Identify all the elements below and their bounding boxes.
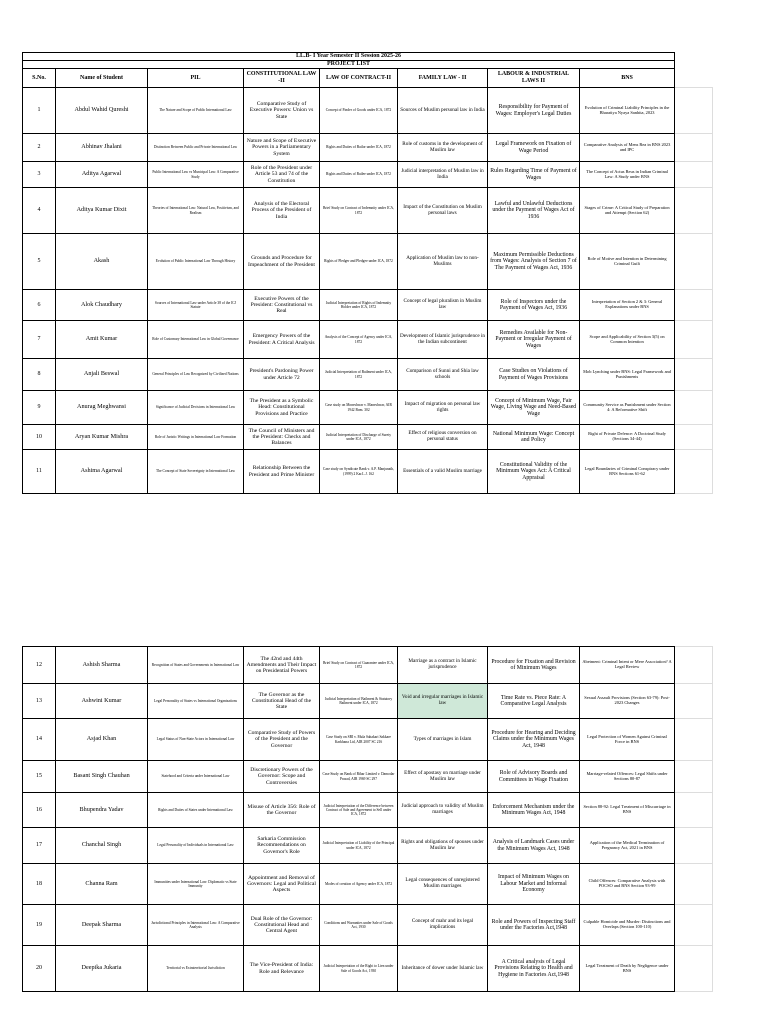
empty-cell (675, 450, 713, 494)
bns-topic: Marriage-related Offences: Legal Shifts under Sections 80-87 (580, 761, 675, 793)
bns-topic: Interpretation of Section 2 & 3: General Explanations under BNS (580, 290, 675, 321)
table-row (23, 359, 713, 391)
col-contract: LAW OF CONTRACT-II (320, 69, 398, 88)
labour-law-topic: Constitutional Validity of the Minimum Wages Act: A Critical Appraisal (488, 450, 580, 494)
table-row (23, 391, 713, 425)
bns-topic: Sexual Assault Provisions (Section 63-79): Post-2023 Changes (580, 684, 675, 719)
row-number: 14 (23, 719, 56, 761)
student-name: Abhinav Jhalani (56, 134, 148, 162)
bns-topic: Abetment: Criminal Intent or Mere Association? A Legal Review (580, 647, 675, 684)
contract-law-topic: Concept of Finder of Goods under ICA, 1872 (320, 88, 398, 134)
empty-cell (675, 188, 713, 234)
table-row (23, 946, 713, 992)
pil-topic: Legal Personality of States vs International Organizations (148, 684, 244, 719)
family-law-topic: Rights and obligations of spouses under Muslim law (398, 828, 488, 864)
row-number: 1 (23, 88, 56, 134)
contract-law-topic: Judicial Interpretation of the Right to Lien under Sale of Goods Act, 1930 (320, 946, 398, 992)
empty-cell (675, 162, 713, 188)
empty-cell (675, 290, 713, 321)
student-name: Ashima Agarwal (56, 450, 148, 494)
col-sno: S.No. (23, 69, 56, 88)
row-number: 20 (23, 946, 56, 992)
family-law-topic: Void and irregular marriages in Islamic law (398, 684, 488, 719)
col-family: FAMILY LAW - II (398, 69, 488, 88)
contract-law-topic: Modes of creation of Agency under ICA, 1872 (320, 864, 398, 905)
labour-law-topic: Analysis of Landmark Cases under the Minimum Wages Act, 1948 (488, 828, 580, 864)
pil-topic: Recognition of States and Governments in International Law (148, 647, 244, 684)
col-labour: LABOUR & INDUSTRIAL LAWS II (488, 69, 580, 88)
pil-topic: Theories of International Law: Natural Law, Positivism, and Realism (148, 188, 244, 234)
empty-cell (675, 905, 713, 946)
constitutional-law-topic: President's Pardoning Power under Article 72 (244, 359, 320, 391)
contract-law-topic: Judicial Interpretation of Rights of Indemnity Holder under ICA, 1872 (320, 290, 398, 321)
student-name: Aditya Agarwal (56, 162, 148, 188)
contract-law-topic: Judicial Interpretation of the Difference between Contract of Sale and Agreement to Sell under ICA, 1872 (320, 793, 398, 828)
contract-law-topic: Judicial Interpretation of Discharge of Surety under ICA, 1872 (320, 425, 398, 450)
constitutional-law-topic: Analysis of the Electoral Process of the President of India (244, 188, 320, 234)
table-row (23, 905, 713, 946)
row-number: 4 (23, 188, 56, 234)
constitutional-law-topic: The President as a Symbolic Head: Constitutional Provisions and Practice (244, 391, 320, 425)
labour-law-topic: Time Rate vs. Piece Rate: A Comparative Legal Analysis (488, 684, 580, 719)
student-name: Channa Ram (56, 864, 148, 905)
contract-law-topic: Judicial Interpretation of Liability of the Principal under ICA, 1872 (320, 828, 398, 864)
student-name: Deepak Sharma (56, 905, 148, 946)
empty-cell (675, 321, 713, 359)
row-number: 9 (23, 391, 56, 425)
col-pil: PIL (148, 69, 244, 88)
pil-topic: The Nature and Scope of Public International Law (148, 88, 244, 134)
student-name: Amit Kumar (56, 321, 148, 359)
family-law-topic: Legal consequences of unregistered Muslim marriages (398, 864, 488, 905)
empty-cell (675, 828, 713, 864)
labour-law-topic: Procedure for Hearing and Deciding Claims under the Minimum Wages Act, 1948 (488, 719, 580, 761)
labour-law-topic: Remedies Available for Non-Payment or Irregular Payment of Wages (488, 321, 580, 359)
labour-law-topic: Role of Inspectors under the Payment of Wages Act, 1936 (488, 290, 580, 321)
student-name: Abdul Wahid Qureshi (56, 88, 148, 134)
empty-cell (675, 234, 713, 290)
empty-cell (675, 647, 713, 684)
family-law-topic: Judicial interpretation of Muslim law in India (398, 162, 488, 188)
col-name: Name of Student (56, 69, 148, 88)
table-row (23, 134, 713, 162)
empty-cell (675, 946, 713, 992)
family-law-topic: Role of customs in the development of Muslim law (398, 134, 488, 162)
empty-cell (675, 359, 713, 391)
row-number: 11 (23, 450, 56, 494)
col-bns: BNS (580, 69, 675, 88)
labour-law-topic: Role and Powers of Inspecting Staff under the Factories Act,1948 (488, 905, 580, 946)
empty-cell (675, 391, 713, 425)
table-row (23, 864, 713, 905)
constitutional-law-topic: Discretionary Powers of the Governor: Scope and Controversies (244, 761, 320, 793)
contract-law-topic: Analysis of the Concept of Agency under ICA, 1872 (320, 321, 398, 359)
student-name: Aryan Kumar Mishra (56, 425, 148, 450)
labour-law-topic: Legal Framework on Fixation of Wage Period (488, 134, 580, 162)
bns-topic: Community Service as Punishment under Section 4: A Reformative Shift (580, 391, 675, 425)
family-law-topic: Impact of migration on personal law rights (398, 391, 488, 425)
row-number: 7 (23, 321, 56, 359)
labour-law-topic: National Minimum Wage: Concept and Policy (488, 425, 580, 450)
constitutional-law-topic: Comparative Study of Powers of the President and the Governor (244, 719, 320, 761)
table-row (23, 321, 713, 359)
bns-topic: The Concept of Actus Reus in Indian Criminal Law: A Study under BNS (580, 162, 675, 188)
constitutional-law-topic: Grounds and Procedure for Impeachment of the President (244, 234, 320, 290)
pil-topic: Rights and Duties of States under International Law (148, 793, 244, 828)
pil-topic: Immunities under International Law: Diplomatic vs State Immunity (148, 864, 244, 905)
family-law-topic: Development of Islamic jurisprudence in the Indian subcontinent (398, 321, 488, 359)
table-row (23, 828, 713, 864)
labour-law-topic: Rules Regarding Time of Payment of Wages (488, 162, 580, 188)
table-row (23, 425, 713, 450)
student-name: Ashish Sharma (56, 647, 148, 684)
contract-law-topic: Rights and Duties of Bailor under ICA, 1872 (320, 134, 398, 162)
constitutional-law-topic: Sarkaria Commission Recommendations on Governor's Role (244, 828, 320, 864)
constitutional-law-topic: Dual Role of the Governor: Constitutional Head and Central Agent (244, 905, 320, 946)
table-row (23, 761, 713, 793)
row-number: 10 (23, 425, 56, 450)
pil-topic: Territorial vs Extraterritorial Jurisdiction (148, 946, 244, 992)
pil-topic: Statehood and Criteria under International Law (148, 761, 244, 793)
row-number: 12 (23, 647, 56, 684)
labour-law-topic: Role of Advisory Boards and Committees in Wage Fixation (488, 761, 580, 793)
student-name: Anurag Meghwansi (56, 391, 148, 425)
pil-topic: Sources of International Law under Article 38 of the ICJ Statute (148, 290, 244, 321)
table-row (23, 162, 713, 188)
constitutional-law-topic: Relationship Between the President and Prime Minister (244, 450, 320, 494)
family-law-topic: Effect of apostasy on marriage under Muslim law (398, 761, 488, 793)
family-law-topic: Types of marriages in Islam (398, 719, 488, 761)
empty-cell (675, 864, 713, 905)
contract-law-topic: Case Study on SBI v. Mula Sahakari Sakkare Karkhana Ltd, AIR 2007 SC 216 (320, 719, 398, 761)
pil-topic: Public International Law vs Municipal Law: A Comparative Study (148, 162, 244, 188)
constitutional-law-topic: The Vice-President of India: Role and Relevance (244, 946, 320, 992)
empty-cell (675, 134, 713, 162)
student-name: Basant Singh Chauhan (56, 761, 148, 793)
family-law-topic: Inheritance of dower under Islamic law (398, 946, 488, 992)
bns-topic: Legal Boundaries of Criminal Conspiracy under BNS Sections 61-62 (580, 450, 675, 494)
bns-topic: Comparative Analysis of Mens Rea in BNS 2023 and IPC (580, 134, 675, 162)
constitutional-law-topic: Executive Powers of the President: Constitutional vs Real (244, 290, 320, 321)
family-law-topic: Concept of legal pluralism in Muslim law (398, 290, 488, 321)
contract-law-topic: Case study on Syndicate Bank v. A.P. Manjunath, (1999) 2 Kar.L.J. 162 (320, 450, 398, 494)
labour-law-topic: Maximum Permissible Deductions from Wages: Analysis of Section 7 of The Payment of Wages Act, 1936 (488, 234, 580, 290)
empty-cell (675, 793, 713, 828)
family-law-topic: Application of Muslim law to non-Muslims (398, 234, 488, 290)
column-header-row (23, 69, 713, 88)
table-row (23, 719, 713, 761)
bns-topic: Mob Lynching under BNS: Legal Framework and Punishments (580, 359, 675, 391)
project-list-table-2 (22, 646, 713, 992)
family-law-topic: Impact of the Constitution on Muslim personal laws (398, 188, 488, 234)
contract-law-topic: Judicial Interpretation of Bailment & Statutory Bailment under ICA, 1872 (320, 684, 398, 719)
contract-law-topic: Brief Study on Contract of Guarantee under ICA, 1872 (320, 647, 398, 684)
labour-law-topic: Concept of Minimum Wage, Fair Wage, Living Wage and Need-Based Wage (488, 391, 580, 425)
student-name: Akash (56, 234, 148, 290)
labour-law-topic: Lawful and Unlawful Deductions under the Payment of Wages Act of 1936 (488, 188, 580, 234)
contract-law-topic: Brief Study on Contract of Indemnity under ICA, 1872 (320, 188, 398, 234)
student-name: Alok Chaudhary (56, 290, 148, 321)
constitutional-law-topic: The Governor as the Constitutional Head of the State (244, 684, 320, 719)
project-list-table-1 (22, 52, 713, 494)
row-number: 8 (23, 359, 56, 391)
row-number: 13 (23, 684, 56, 719)
labour-law-topic: Procedure for Fixation and Revision of Minimum Wages (488, 647, 580, 684)
pil-topic: Role of Juristic Writings in International Law Formation (148, 425, 244, 450)
contract-law-topic: Judicial Interpretation of Bailment under ICA, 1872 (320, 359, 398, 391)
student-name: Aditya Kumar Dixit (56, 188, 148, 234)
empty-cell (675, 425, 713, 450)
table-row (23, 793, 713, 828)
constitutional-law-topic: The 42nd and 44th Amendments and Their Impact on Presidential Powers (244, 647, 320, 684)
student-name: Asjad Khan (56, 719, 148, 761)
row-number: 16 (23, 793, 56, 828)
bns-topic: Culpable Homicide and Murder: Distinctions and Overlaps (Section 100-110) (580, 905, 675, 946)
bns-topic: Right of Private Defence: A Doctrinal Study (Sections 34-44) (580, 425, 675, 450)
empty-cell (675, 761, 713, 793)
table-row (23, 647, 713, 684)
labour-law-topic: Case Studies on Violations of Payment of Wages Provisions (488, 359, 580, 391)
contract-law-topic: Rights of Pledger and Pledgee under ICA, 1872 (320, 234, 398, 290)
student-name: Deepika Jukaria (56, 946, 148, 992)
bns-topic: Role of Motive and Intention in Determining Criminal Guilt (580, 234, 675, 290)
labour-law-topic: A Critical analysis of Legal Provisions Relating to Health and Hygiene in Factories Act,1948 (488, 946, 580, 992)
session-title: LL.B- I Year Semester II Session 2025-26 (23, 53, 675, 61)
table-row (23, 88, 713, 134)
table-row (23, 450, 713, 494)
contract-law-topic: Case Study on Bank of Bihar Limited v. Damodar Prasad, AIR 1969 SC 297 (320, 761, 398, 793)
student-name: Ashwini Kumar (56, 684, 148, 719)
constitutional-law-topic: Appointment and Removal of Governors: Legal and Political Aspects (244, 864, 320, 905)
row-number: 17 (23, 828, 56, 864)
empty-cell (675, 88, 713, 134)
labour-law-topic: Enforcement Mechanism under the Minimum Wages Act, 1948 (488, 793, 580, 828)
row-number: 15 (23, 761, 56, 793)
bns-topic: Evolution of Criminal Liability Principles in the Bharatiya Nyaya Sanhita, 2023 (580, 88, 675, 134)
col-constitutional: CONSTITUTIONAL LAW -II (244, 69, 320, 88)
constitutional-law-topic: Emergency Powers of the President: A Critical Analysis (244, 321, 320, 359)
pil-topic: Legal Status of Non-State Actors in International Law (148, 719, 244, 761)
table-row (23, 684, 713, 719)
family-law-topic: Concept of mahr and its legal implications (398, 905, 488, 946)
student-name: Bhupendra Yadav (56, 793, 148, 828)
row-number: 3 (23, 162, 56, 188)
pil-topic: Distinction Between Public and Private International Law (148, 134, 244, 162)
table-row (23, 188, 713, 234)
bns-topic: Child Offences: Comparative Analysis with POCSO and BNS Section 93-99 (580, 864, 675, 905)
pil-topic: Legal Personality of Individuals in International Law (148, 828, 244, 864)
row-number: 6 (23, 290, 56, 321)
constitutional-law-topic: Comparative Study of Executive Powers: Union vs State (244, 88, 320, 134)
family-law-topic: Essentials of a valid Muslim marriage (398, 450, 488, 494)
constitutional-law-topic: Role of the President under Article 53 and 74 of the Constitution (244, 162, 320, 188)
constitutional-law-topic: The Council of Ministers and the President: Checks and Balances (244, 425, 320, 450)
table-row (23, 290, 713, 321)
constitutional-law-topic: Misuse of Article 356: Role of the Governor (244, 793, 320, 828)
pil-topic: Jurisdictional Principles in International Law: A Comparative Analysis (148, 905, 244, 946)
empty-cell (675, 684, 713, 719)
pil-topic: Role of Customary International Law in Global Governance (148, 321, 244, 359)
bns-topic: Scope and Applicability of Section 3(5) on Common Intention (580, 321, 675, 359)
pil-topic: Significance of Judicial Decisions in International Law (148, 391, 244, 425)
bns-topic: Legal Protection of Women Against Criminal Force in BNS (580, 719, 675, 761)
student-name: Anjali Beswal (56, 359, 148, 391)
family-law-topic: Judicial approach to validity of Muslim marriages (398, 793, 488, 828)
family-law-topic: Sources of Muslim personal law in India (398, 88, 488, 134)
family-law-topic: Comparison of Sunni and Shia law schools (398, 359, 488, 391)
empty-cell (675, 719, 713, 761)
bns-topic: Stages of Crime: A Critical Study of Preparation and Attempt (Section 62) (580, 188, 675, 234)
contract-law-topic: Case study on Moneshwar v. Maneshwar, AIR 1942 Bom. 302 (320, 391, 398, 425)
pil-topic: General Principles of Law Recognized by Civilized Nations (148, 359, 244, 391)
row-number: 19 (23, 905, 56, 946)
table-row (23, 234, 713, 290)
student-name: Chanchal Singh (56, 828, 148, 864)
family-law-topic: Effect of religious conversion on personal status (398, 425, 488, 450)
contract-law-topic: Conditions and Warranties under Sale of Goods Act, 1930 (320, 905, 398, 946)
row-number: 18 (23, 864, 56, 905)
contract-law-topic: Rights and Duties of Bailee under ICA, 1872 (320, 162, 398, 188)
row-number: 5 (23, 234, 56, 290)
pil-topic: The Concept of State Sovereignty in International Law (148, 450, 244, 494)
bns-topic: Application of the Medical Termination of Pregnancy Act, 2021 in BNS (580, 828, 675, 864)
bns-topic: Section 88-92: Legal Treatment of Miscarriage in BNS (580, 793, 675, 828)
labour-law-topic: Impact of Minimum Wages on Labour Market and Informal Economy (488, 864, 580, 905)
constitutional-law-topic: Nature and Scope of Executive Powers in a Parliamentary System (244, 134, 320, 162)
pil-topic: Evolution of Public International Law Through History (148, 234, 244, 290)
list-title: PROJECT LIST (23, 61, 675, 69)
family-law-topic: Marriage as a contract in Islamic jurisprudence (398, 647, 488, 684)
row-number: 2 (23, 134, 56, 162)
labour-law-topic: Responsibility for Payment of Wages: Employer's Legal Duties (488, 88, 580, 134)
bns-topic: Legal Treatment of Death by Negligence under BNS (580, 946, 675, 992)
